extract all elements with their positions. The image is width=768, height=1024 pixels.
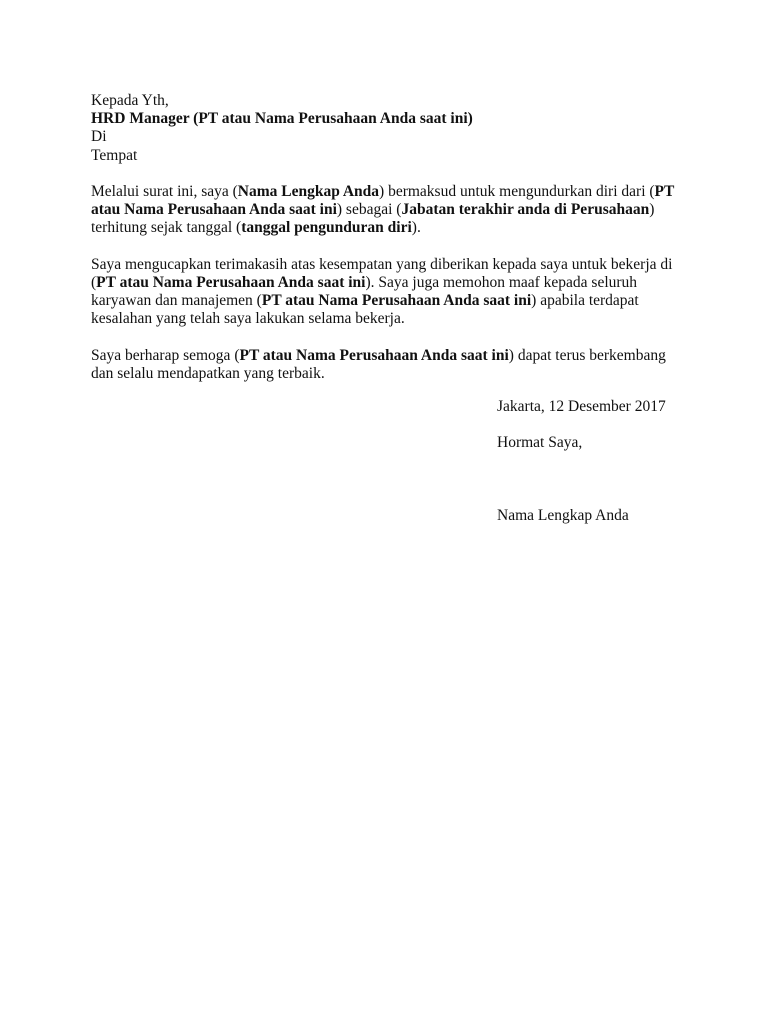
- recipient-di: Di: [91, 128, 107, 146]
- letter-body: [91, 92, 681, 401]
- company-placeholder: PT atau Nama Perusahaan Anda saat ini: [91, 183, 675, 219]
- company-placeholder: PT atau Nama Perusahaan Anda saat ini: [239, 346, 509, 364]
- paragraph-resignation: Melalui surat ini, saya (Nama Lengkap Anda) bermaksud untuk mengundurkan diri dari (PT atau Nama Perusahaan Anda saat ini) sebagai (Jabatan terakhir anda di Perusahaan) terhitung sejak tanggal (tanggal pengunduran diri).: [91, 183, 675, 237]
- full-name-placeholder: Nama Lengkap Anda: [237, 183, 380, 200]
- paragraph-thanks: Saya mengucapkan terimakasih atas kesempatan yang diberikan kepada saya untuk bekerja di (PT atau Nama Perusahaan Anda saat ini). Saya juga memohon maaf kepada seluruh karyawan dan manajemen (PT atau Nama Perusahaan Anda saat ini) apabila terdapat kesalahan yang telah saya lakukan selama bekerja.: [91, 255, 673, 328]
- signer-name: Nama Lengkap Anda: [497, 507, 629, 524]
- company-placeholder: PT atau Nama Perusahaan Anda saat ini: [96, 274, 366, 291]
- paragraph-hope: Saya berharap semoga (PT atau Nama Perusahaan Anda saat ini) dapat terus berkembang dan selalu mendapatkan yang terbaik.: [91, 346, 666, 382]
- recipient-place: Tempat: [91, 146, 138, 164]
- position-placeholder: Jabatan terakhir anda di Perusahaan: [401, 201, 650, 219]
- company-placeholder: PT atau Nama Perusahaan Anda saat ini: [261, 292, 532, 310]
- place-date: Jakarta, 12 Desember 2017: [497, 398, 666, 415]
- recipient-position: HRD Manager (PT atau Nama Perusahaan Anda saat ini): [91, 110, 473, 128]
- closing-regards: Hormat Saya,: [497, 434, 583, 451]
- salutation: Kepada Yth,: [91, 92, 169, 109]
- recipient-block: [91, 92, 681, 165]
- date-placeholder: tanggal pengunduran diri: [241, 219, 412, 237]
